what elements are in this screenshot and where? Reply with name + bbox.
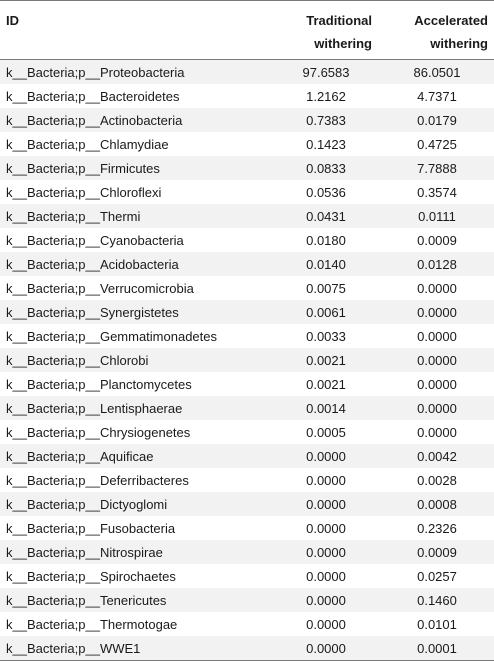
cell-accelerated-withering: 0.0000: [417, 328, 457, 344]
table-row: [0, 132, 494, 156]
header-accelerated-line1: Accelerated: [414, 13, 488, 28]
header-row: [0, 1, 494, 60]
cell-traditional-withering: 0.1423: [306, 136, 346, 152]
cell-id: k__Bacteria;p__Aquificae: [6, 448, 154, 464]
cell-id: k__Bacteria;p__Nitrospirae: [6, 544, 163, 560]
header-traditional-withering: [272, 1, 378, 60]
table-row: [0, 228, 494, 252]
cell-traditional-withering: 0.0000: [306, 616, 346, 632]
cell-traditional-withering: 0.0536: [306, 184, 346, 200]
cell-id: k__Bacteria;p__Thermi: [6, 208, 141, 224]
cell-accelerated-withering: 0.0028: [417, 472, 457, 488]
table-row: [0, 372, 494, 396]
cell-id: k__Bacteria;p__Firmicutes: [6, 160, 160, 176]
cell-traditional-withering: 0.0021: [306, 352, 346, 368]
cell-id: k__Bacteria;p__Chrysiogenetes: [6, 424, 191, 440]
table-row: [0, 180, 494, 204]
cell-accelerated-withering: 0.0000: [417, 352, 457, 368]
cell-id: k__Bacteria;p__Fusobacteria: [6, 520, 176, 536]
cell-traditional-withering: 0.0000: [306, 592, 346, 608]
cell-accelerated-withering: 0.0042: [417, 448, 457, 464]
cell-accelerated-withering: 0.0009: [417, 232, 457, 248]
cell-accelerated-withering: 0.1460: [417, 592, 457, 608]
cell-accelerated-withering: 0.0111: [418, 208, 456, 224]
cell-id: k__Bacteria;p__Spirochaetes: [6, 568, 176, 584]
cell-traditional-withering: 0.0833: [306, 160, 346, 176]
table-row: [0, 396, 494, 420]
header-traditional-line2: withering: [314, 36, 372, 51]
cell-traditional-withering: 0.0000: [306, 496, 346, 512]
table-row: [0, 156, 494, 180]
cell-traditional-withering: 0.0000: [306, 520, 346, 536]
table-row: [0, 420, 494, 444]
cell-traditional-withering: 0.0014: [306, 400, 346, 416]
cell-traditional-withering: 97.6583: [302, 64, 350, 80]
cell-traditional-withering: 0.0000: [306, 640, 346, 656]
cell-traditional-withering: 0.0061: [306, 304, 346, 320]
table-row: [0, 612, 494, 636]
cell-traditional-withering: 0.0075: [306, 280, 346, 296]
cell-traditional-withering: 0.0005: [306, 424, 346, 440]
cell-id: k__Bacteria;p__Thermotogae: [6, 616, 178, 632]
cell-id: k__Bacteria;p__Lentisphaerae: [6, 400, 183, 416]
cell-traditional-withering: 0.0140: [306, 256, 346, 272]
table-row: [0, 636, 494, 661]
table-row: [0, 348, 494, 372]
cell-traditional-withering: 0.0000: [306, 448, 346, 464]
cell-accelerated-withering: 0.0009: [417, 544, 457, 560]
cell-accelerated-withering: 0.0000: [417, 280, 457, 296]
cell-traditional-withering: 0.7383: [306, 112, 346, 128]
cell-accelerated-withering: 0.2326: [417, 520, 457, 536]
table-row: [0, 444, 494, 468]
cell-id: k__Bacteria;p__Proteobacteria: [6, 64, 185, 80]
cell-id: k__Bacteria;p__Chlamydiae: [6, 136, 169, 152]
cell-accelerated-withering: 0.0000: [417, 304, 457, 320]
cell-id: k__Bacteria;p__Bacteroidetes: [6, 88, 180, 104]
cell-accelerated-withering: 0.0128: [417, 256, 457, 272]
cell-traditional-withering: 0.0021: [306, 376, 346, 392]
table-row: [0, 60, 494, 85]
table-row: [0, 84, 494, 108]
cell-traditional-withering: 0.0180: [306, 232, 346, 248]
header-id: ID: [6, 13, 19, 28]
cell-id: k__Bacteria;p__Chlorobi: [6, 352, 149, 368]
cell-accelerated-withering: 0.0257: [417, 568, 457, 584]
table-row: [0, 252, 494, 276]
cell-accelerated-withering: 0.0001: [417, 640, 457, 656]
table-header: [0, 1, 494, 60]
cell-id: k__Bacteria;p__Tenericutes: [6, 592, 167, 608]
cell-accelerated-withering: 0.4725: [417, 136, 457, 152]
cell-accelerated-withering: 86.0501: [413, 64, 461, 80]
cell-accelerated-withering: 0.0101: [417, 616, 457, 632]
table-row: [0, 108, 494, 132]
table-row: [0, 468, 494, 492]
header-accelerated-line2: withering: [430, 36, 488, 51]
cell-accelerated-withering: 0.0000: [417, 376, 457, 392]
table-row: [0, 516, 494, 540]
cell-id: k__Bacteria;p__Dictyoglomi: [6, 496, 168, 512]
cell-id: k__Bacteria;p__Chloroflexi: [6, 184, 162, 200]
cell-traditional-withering: 0.0033: [306, 328, 346, 344]
table-row: [0, 204, 494, 228]
cell-accelerated-withering: 0.0179: [417, 112, 457, 128]
cell-id: k__Bacteria;p__Verrucomicrobia: [6, 280, 194, 296]
cell-traditional-withering: 0.0000: [306, 544, 346, 560]
table-row: [0, 300, 494, 324]
cell-traditional-withering: 0.0000: [306, 568, 346, 584]
cell-accelerated-withering: 0.0008: [417, 496, 457, 512]
cell-id: k__Bacteria;p__Cyanobacteria: [6, 232, 184, 248]
cell-traditional-withering: 0.0000: [306, 472, 346, 488]
header-accelerated-withering: [378, 1, 494, 60]
table-row: [0, 564, 494, 588]
table-row: [0, 540, 494, 564]
table-row: [0, 324, 494, 348]
cell-traditional-withering: 0.0431: [306, 208, 346, 224]
cell-id: k__Bacteria;p__Deferribacteres: [6, 472, 189, 488]
cell-accelerated-withering: 7.7888: [417, 160, 457, 176]
table-row: [0, 492, 494, 516]
cell-id: k__Bacteria;p__Actinobacteria: [6, 112, 183, 128]
cell-accelerated-withering: 0.0000: [417, 424, 457, 440]
table-body: [0, 60, 494, 661]
header-traditional-line1: Traditional: [306, 13, 372, 28]
cell-accelerated-withering: 4.7371: [417, 88, 457, 104]
cell-accelerated-withering: 0.3574: [417, 184, 457, 200]
table-row: [0, 276, 494, 300]
table-row: [0, 588, 494, 612]
cell-traditional-withering: 1.2162: [306, 88, 346, 104]
cell-id: k__Bacteria;p__Gemmatimonadetes: [6, 328, 218, 344]
cell-id: k__Bacteria;p__Planctomycetes: [6, 376, 192, 392]
cell-id: k__Bacteria;p__Acidobacteria: [6, 256, 179, 272]
cell-id: k__Bacteria;p__WWE1: [6, 640, 141, 656]
cell-accelerated-withering: 0.0000: [417, 400, 457, 416]
cell-id: k__Bacteria;p__Synergistetes: [6, 304, 179, 320]
